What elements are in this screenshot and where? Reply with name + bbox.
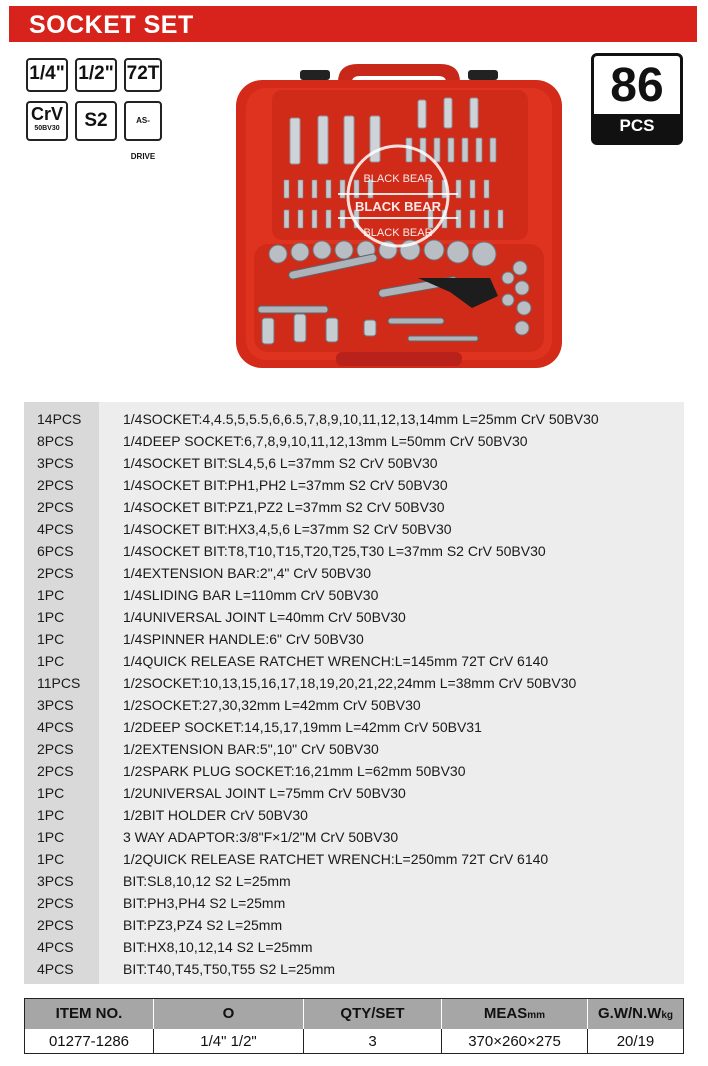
list-item-qty: 1PC [37,807,65,823]
list-item-qty: 1PC [37,851,65,867]
badge-quarter-label: 1/4" [29,63,65,84]
list-item [24,496,684,518]
badge-half-label: 1/2" [78,63,114,84]
list-item [24,914,684,936]
list-item-qty: 6PCS [37,543,74,559]
list-item [24,804,684,826]
spec-header-qty [304,999,442,1029]
spec-header-weight-unit: kg [661,1010,673,1021]
list-item-desc: 1/4EXTENSION BAR:2",4" CrV 50BV30 [123,565,372,581]
spec-value-meas: 370×260×275 [442,1029,588,1054]
drive-size-icon: O [222,1005,235,1022]
badge-asdrive-label: AS-DRIVE [130,116,156,161]
list-item-desc: 1/4SPINNER HANDLE:6" CrV 50BV30 [123,631,364,647]
list-item-desc: 1/2QUICK RELEASE RATCHET WRENCH:L=250mm 72T CrV 6140 [123,851,549,867]
list-item-qty: 1PC [37,785,65,801]
list-item-qty: 4PCS [37,939,74,955]
list-item [24,892,684,914]
list-item-desc: BIT:T40,T45,T50,T55 S2 L=25mm [123,961,336,977]
spec-header-meas-unit: mm [527,1010,546,1021]
badge-asdrive [124,101,162,161]
list-item-desc: 1/4SOCKET:4,4.5,5,5.5,6,6.5,7,8,9,10,11,12,13,14mm L=25mm CrV 50BV30 [123,411,599,427]
list-item [24,540,684,562]
contents-list [24,402,684,984]
list-item [24,694,684,716]
badge-crv-sub: 50BV30 [34,125,60,132]
list-item-qty: 4PCS [37,719,74,735]
list-item [24,562,684,584]
list-item-desc: 1/4SOCKET BIT:HX3,4,5,6 L=37mm S2 CrV 50BV30 [123,521,452,537]
spec-value-weight: 20/19 [616,1033,655,1050]
spec-header-meas [442,999,588,1029]
piece-count-number: 86 [594,56,680,114]
list-item-qty: 3PCS [37,697,74,713]
list-item-desc: 1/4SOCKET BIT:PH1,PH2 L=37mm S2 CrV 50BV30 [123,477,448,493]
list-item [24,958,684,980]
list-item [24,760,684,782]
piece-count-label: PCS [619,116,655,135]
badge-half-drive [75,58,117,92]
product-image [228,56,570,376]
list-item-desc: 1/2UNIVERSAL JOINT L=75mm CrV 50BV30 [123,785,406,801]
list-item-desc: 1/2SPARK PLUG SOCKET:16,21mm L=62mm 50BV30 [123,763,466,779]
list-item-desc: 1/4SOCKET BIT:T8,T10,T15,T20,T25,T30 L=37mm S2 CrV 50BV30 [123,543,546,559]
list-item-desc: 3 WAY ADAPTOR:3/8"F×1/2"M CrV 50BV30 [123,829,399,845]
spec-header-meas-label: MEAS [483,1005,528,1022]
title-bar [9,6,697,42]
watermark-top: BLACK BEAR [363,173,433,185]
list-item-desc: BIT:HX8,10,12,14 S2 L=25mm [123,939,313,955]
list-item [24,584,684,606]
list-item-qty: 3PCS [37,455,74,471]
list-item-qty: 2PCS [37,741,74,757]
spec-header-item [25,999,154,1029]
list-item-qty: 2PCS [37,499,74,515]
badge-crv [26,101,68,141]
list-item-qty: 3PCS [37,873,74,889]
list-item-qty: 2PCS [37,565,74,581]
list-item-qty: 4PCS [37,521,74,537]
list-item-desc: 1/2BIT HOLDER CrV 50BV30 [123,807,308,823]
spec-header-weight-label: G.W/N.W [598,1005,662,1022]
list-item-desc: 1/4UNIVERSAL JOINT L=40mm CrV 50BV30 [123,609,406,625]
list-item-qty: 2PCS [37,763,74,779]
piece-count-badge [591,53,683,145]
list-item-qty: 2PCS [37,477,74,493]
list-item-qty: 2PCS [37,895,74,911]
list-item [24,518,684,540]
list-item-desc: 1/2SOCKET:10,13,15,16,17,18,19,20,21,22,24mm L=38mm CrV 50BV30 [123,675,577,691]
watermark-bottom: BLACK BEAR [363,227,433,239]
spec-value-qty: 3 [304,1029,442,1054]
spec-header-weight [588,999,683,1029]
page-title: SOCKET SET [29,11,194,39]
list-item [24,606,684,628]
badge-quarter-drive [26,58,68,92]
spec-header-size [154,999,304,1029]
spec-value-size: 1/4" 1/2" [154,1029,304,1054]
list-item-qty: 4PCS [37,961,74,977]
list-item-qty: 11PCS [37,675,81,691]
list-item-qty: 1PC [37,829,65,845]
spec-header-qty-label: QTY/SET [340,1005,405,1022]
list-item-desc: BIT:SL8,10,12 S2 L=25mm [123,873,291,889]
tool-case-illustration [228,56,570,376]
badge-72t [124,58,162,92]
list-item [24,936,684,958]
list-item [24,782,684,804]
list-item-qty: 1PC [37,631,65,647]
list-item [24,430,684,452]
list-item-qty: 14PCS [37,411,82,427]
list-item [24,848,684,870]
list-item-desc: 1/4SOCKET BIT:PZ1,PZ2 L=37mm S2 CrV 50BV30 [123,499,445,515]
list-item-desc: 1/4QUICK RELEASE RATCHET WRENCH:L=145mm 72T CrV 6140 [123,653,549,669]
list-item-qty: 1PC [37,609,65,625]
list-item-desc: 1/4SOCKET BIT:SL4,5,6 L=37mm S2 CrV 50BV30 [123,455,438,471]
list-item [24,826,684,848]
list-item [24,628,684,650]
badge-s2-label: S2 [84,110,108,131]
spec-value-item: 01277-1286 [25,1029,154,1054]
list-item [24,474,684,496]
list-item [24,716,684,738]
list-item-desc: BIT:PH3,PH4 S2 L=25mm [123,895,286,911]
list-item-desc: 1/2DEEP SOCKET:14,15,17,19mm L=42mm CrV 50BV31 [123,719,482,735]
list-item-desc: 1/4DEEP SOCKET:6,7,8,9,10,11,12,13mm L=50mm CrV 50BV30 [123,433,528,449]
list-item-desc: BIT:PZ3,PZ4 S2 L=25mm [123,917,283,933]
list-item-qty: 1PC [37,653,65,669]
list-item-qty: 1PC [37,587,65,603]
list-item-desc: 1/4SLIDING BAR L=110mm CrV 50BV30 [123,587,379,603]
list-item [24,650,684,672]
list-item-desc: 1/2SOCKET:27,30,32mm L=42mm CrV 50BV30 [123,697,421,713]
list-item [24,672,684,694]
spec-table [24,998,684,1054]
watermark-mid: BLACK BEAR [355,199,441,214]
list-item [24,870,684,892]
list-item [24,408,684,430]
badge-s2 [75,101,117,141]
spec-header-item-label: ITEM NO. [55,1005,123,1022]
badge-crv-label: CrV [30,104,63,124]
badge-72t-label: 72T [126,63,160,84]
list-item [24,738,684,760]
list-item [24,452,684,474]
list-item-desc: 1/2EXTENSION BAR:5",10" CrV 50BV30 [123,741,379,757]
list-item-qty: 8PCS [37,433,74,449]
list-item-qty: 2PCS [37,917,74,933]
